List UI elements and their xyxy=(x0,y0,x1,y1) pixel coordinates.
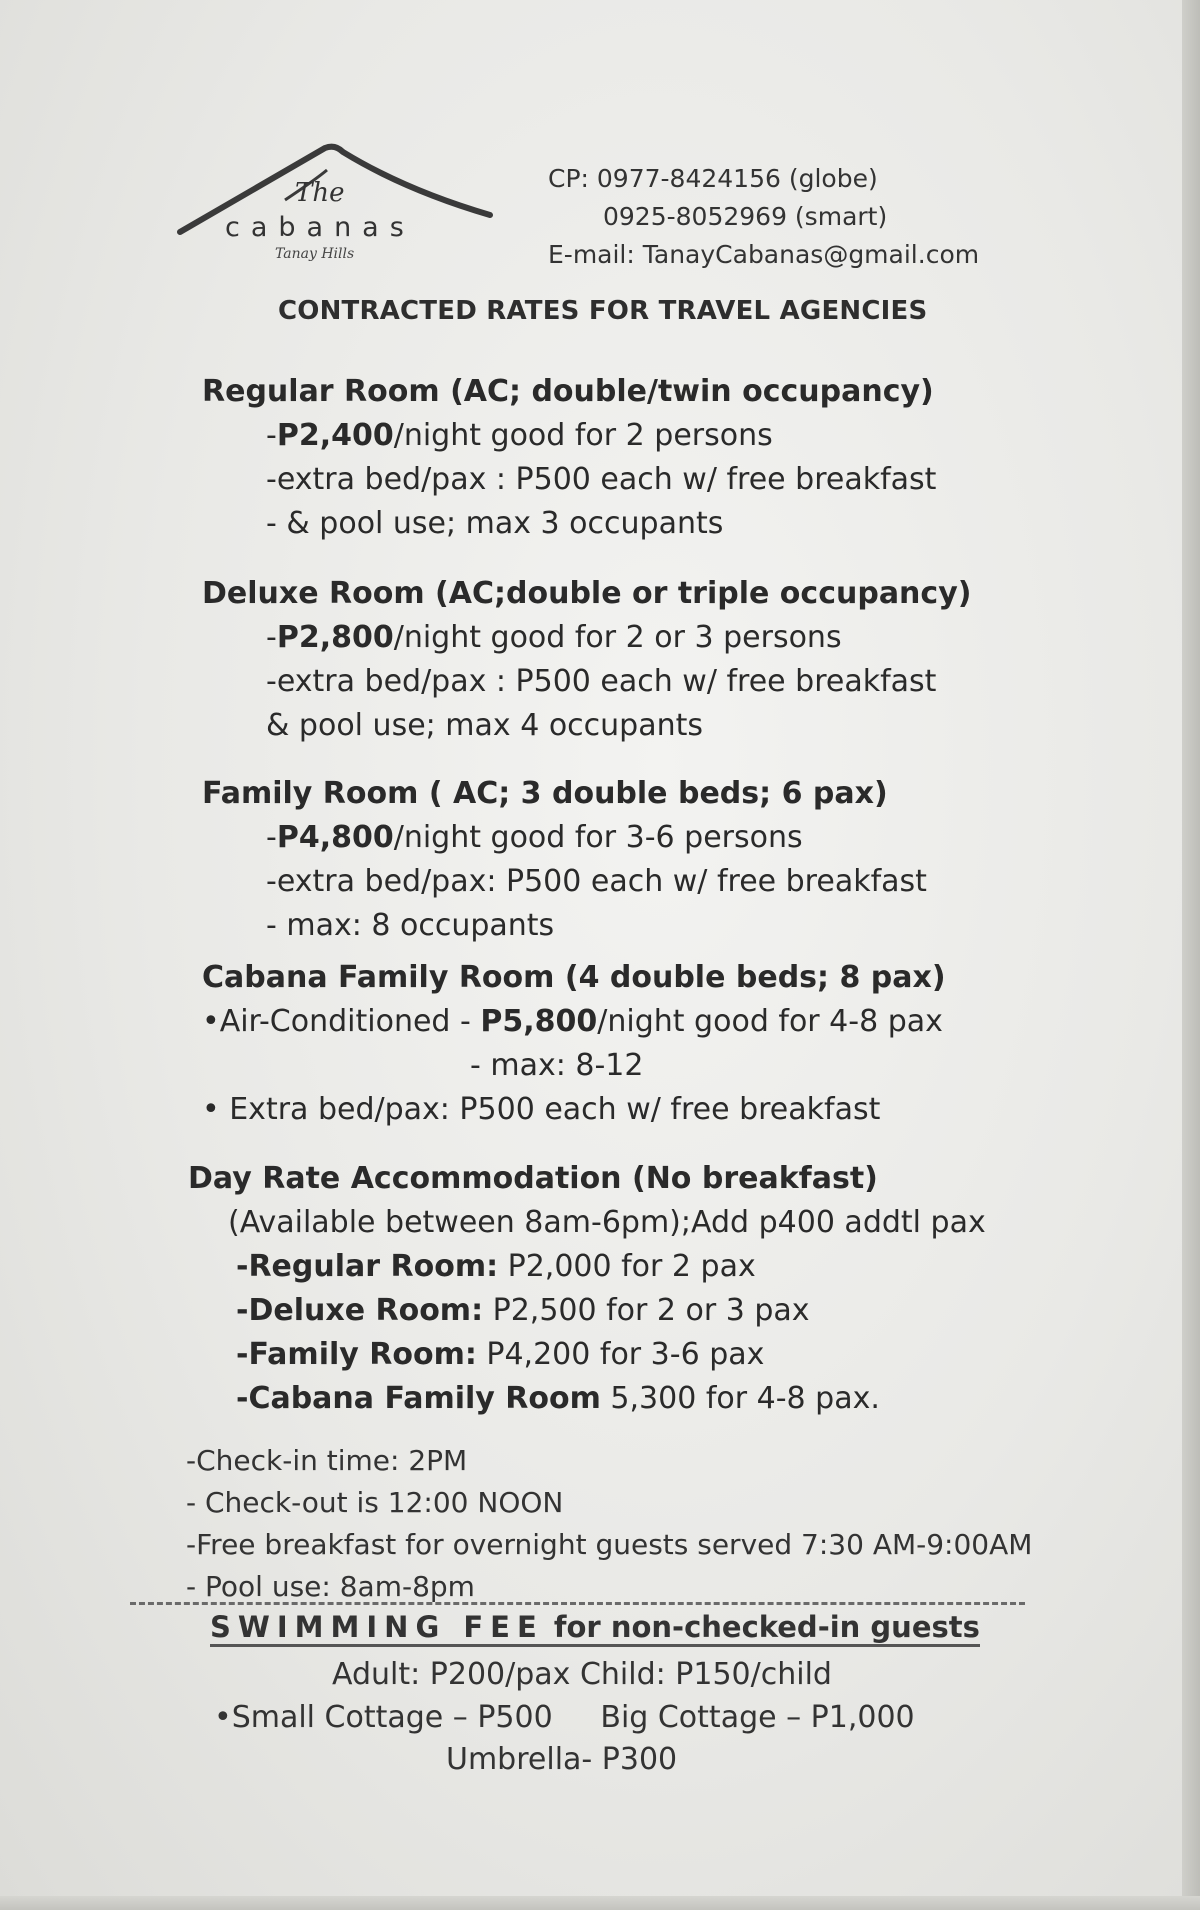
swimming-fee-title xyxy=(210,1610,980,1647)
paper-edge-shadow xyxy=(1182,0,1200,1910)
rate-prefix: •Air-Conditioned - xyxy=(202,1004,481,1039)
day-rate-item xyxy=(188,1377,986,1421)
policy-pool: - Pool use: 8am-8pm xyxy=(186,1570,475,1603)
day-rate-value: P2,000 for 2 pax xyxy=(498,1249,756,1284)
logo-tagline: Tanay Hills xyxy=(275,246,355,262)
contact-email: E-mail: TanayCabanas@gmail.com xyxy=(548,240,980,269)
day-rate-heading: Day Rate Accommodation (No breakfast) xyxy=(188,1161,878,1196)
deluxe-room-rate xyxy=(202,616,971,660)
policy-breakfast: -Free breakfast for overnight guests served 7:30 AM-9:00AM xyxy=(186,1528,1033,1561)
day-rate-item xyxy=(188,1289,986,1333)
family-room-heading: Family Room ( AC; 3 double beds; 6 pax) xyxy=(202,776,888,811)
rate-price: P4,800 xyxy=(276,820,394,855)
umbrella-fee: Umbrella- P300 xyxy=(446,1742,678,1777)
cabana-room-max: - max: 8-12 xyxy=(470,1048,644,1083)
contact-cp2: 0925-8052969 (smart) xyxy=(603,202,888,231)
deluxe-room-pool: & pool use; max 4 occupants xyxy=(266,708,704,743)
cabana-room-section xyxy=(202,956,946,1132)
policies-list xyxy=(186,1440,1032,1608)
rate-price: P2,800 xyxy=(276,620,394,655)
family-room-section xyxy=(202,772,927,948)
rate-rest: /night good for 2 persons xyxy=(393,418,773,453)
day-rate-label: -Regular Room: xyxy=(236,1249,499,1284)
page-title: CONTRACTED RATES FOR TRAVEL AGENCIES xyxy=(278,296,928,326)
day-rate-label: -Deluxe Room: xyxy=(236,1293,484,1328)
policy-checkout: - Check-out is 12:00 NOON xyxy=(186,1486,564,1519)
day-rate-item xyxy=(188,1333,986,1377)
paper-bottom-edge xyxy=(0,1896,1200,1910)
swimming-fee-label: SWIMMING FEE xyxy=(210,1610,544,1644)
day-rate-value: P4,200 for 3-6 pax xyxy=(476,1337,765,1372)
cottage-fees: •Small Cottage – P500 Big Cottage – P1,000 xyxy=(214,1700,915,1735)
day-rate-label: -Family Room: xyxy=(236,1337,477,1372)
regular-room-rate xyxy=(202,414,936,458)
regular-room-extra: -extra bed/pax : P500 each w/ free breakfast xyxy=(266,462,937,497)
cabana-room-rate xyxy=(202,1000,946,1044)
rate-rest: /night good for 3-6 persons xyxy=(393,820,803,855)
contact-cp: CP: 0977-8424156 (globe) xyxy=(548,164,878,193)
rate-prefix: - xyxy=(266,620,277,655)
dashed-divider xyxy=(130,1602,1025,1605)
policy-checkin: -Check-in time: 2PM xyxy=(186,1444,468,1477)
rate-price: P5,800 xyxy=(480,1004,598,1039)
regular-room-heading: Regular Room (AC; double/twin occupancy) xyxy=(202,374,934,409)
day-rate-label: -Cabana Family Room xyxy=(236,1381,601,1416)
deluxe-room-extra: -extra bed/pax : P500 each w/ free breakfast xyxy=(266,664,937,699)
day-rate-note: (Available between 8am-6pm);Add p400 addtl pax xyxy=(228,1205,986,1240)
deluxe-room-section xyxy=(202,572,971,748)
contact-info xyxy=(548,160,979,274)
rate-prefix: - xyxy=(266,820,277,855)
rate-price: P2,400 xyxy=(276,418,394,453)
family-room-rate xyxy=(202,816,927,860)
cabana-room-extra: • Extra bed/pax: P500 each w/ free breakfast xyxy=(202,1092,881,1127)
deluxe-room-heading: Deluxe Room (AC;double or triple occupancy) xyxy=(202,576,972,611)
rate-rest: /night good for 4-8 pax xyxy=(597,1004,943,1039)
day-rate-value: 5,300 for 4-8 pax. xyxy=(600,1381,880,1416)
day-rate-section xyxy=(188,1157,986,1421)
regular-room-section xyxy=(202,370,936,546)
regular-room-pool: - & pool use; max 3 occupants xyxy=(266,506,724,541)
family-room-max: - max: 8 occupants xyxy=(266,908,555,943)
cabana-room-heading: Cabana Family Room (4 double beds; 8 pax) xyxy=(202,960,946,995)
logo-script: The xyxy=(295,178,345,208)
day-rate-value: P2,500 for 2 or 3 pax xyxy=(483,1293,810,1328)
cabanas-logo xyxy=(175,140,495,270)
logo-wordmark: cabanas xyxy=(225,212,415,243)
rate-prefix: - xyxy=(266,418,277,453)
swimming-fees: Adult: P200/pax Child: P150/child xyxy=(332,1657,832,1692)
swimming-fee-subtitle: for non-checked-in guests xyxy=(543,1610,980,1644)
day-rate-item xyxy=(188,1245,986,1289)
rate-rest: /night good for 2 or 3 persons xyxy=(393,620,842,655)
family-room-extra: -extra bed/pax: P500 each w/ free breakfast xyxy=(266,864,927,899)
